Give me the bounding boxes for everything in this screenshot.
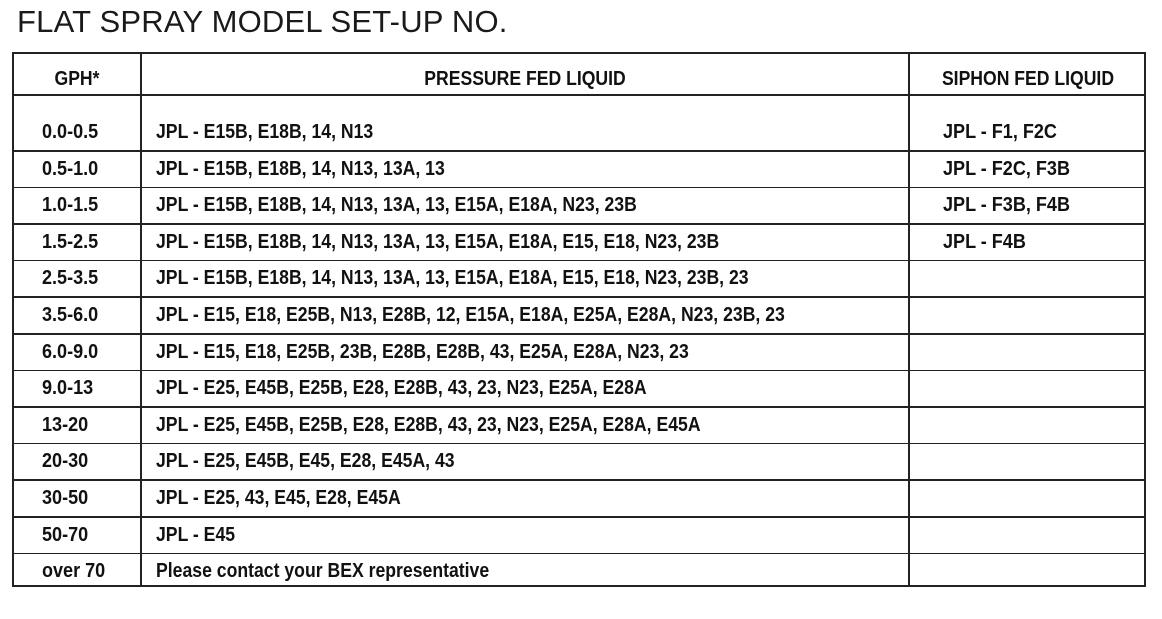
table-row xyxy=(14,187,1144,224)
gph-range-cell: 13-20 xyxy=(42,412,89,436)
table-row xyxy=(14,370,1144,407)
siphon-fed-cell: JPL - F3B, F4B xyxy=(943,193,1070,217)
table-row xyxy=(14,151,1144,188)
pressure-fed-cell: JPL - E25, E45B, E45, E28, E45A, 43 xyxy=(156,449,455,473)
gph-range-cell: 50-70 xyxy=(42,522,89,546)
siphon-fed-cell xyxy=(943,480,1119,517)
gph-range-cell: 1.5-2.5 xyxy=(42,229,99,253)
table-row xyxy=(14,443,1144,480)
table-row xyxy=(14,260,1144,297)
pressure-fed-cell: JPL - E15B, E18B, 14, N13, 13A, 13, E15A, E18A, E15, E18, N23, 23B xyxy=(156,229,720,253)
gph-range-cell: 9.0-13 xyxy=(42,376,94,400)
siphon-fed-cell xyxy=(943,443,1119,480)
gph-range-cell: 0.0-0.5 xyxy=(42,120,99,143)
pressure-fed-cell: JPL - E15B, E18B, 14, N13, 13A, 13, E15A, E18A, N23, 23B xyxy=(156,193,637,217)
header-gph: GPH* xyxy=(54,68,100,90)
gph-range-cell: 6.0-9.0 xyxy=(42,339,99,363)
pressure-fed-cell: JPL - E15B, E18B, 14, N13 xyxy=(156,120,374,143)
header-siphon-fed: SIPHON FED LIQUID xyxy=(941,68,1115,90)
gph-range-cell: over 70 xyxy=(42,559,106,583)
gph-range-cell: 0.5-1.0 xyxy=(42,156,99,180)
pressure-fed-cell: Please contact your BEX representative xyxy=(156,559,490,583)
header-pressure-fed: PRESSURE FED LIQUID xyxy=(424,68,626,90)
siphon-fed-cell xyxy=(943,517,1119,554)
siphon-fed-cell: JPL - F1, F2C xyxy=(943,120,1057,143)
table-row xyxy=(14,480,1144,517)
table-row xyxy=(14,297,1144,334)
model-setup-table xyxy=(12,52,1146,587)
siphon-fed-cell xyxy=(943,334,1119,371)
header-underline-siphon xyxy=(910,94,1146,96)
table-row xyxy=(14,407,1144,444)
gph-range-cell: 20-30 xyxy=(42,449,89,473)
table-row xyxy=(14,224,1144,261)
siphon-fed-cell: JPL - F2C, F3B xyxy=(943,156,1070,180)
siphon-fed-cell: JPL - F4B xyxy=(943,229,1026,253)
header-underline-gph xyxy=(14,94,140,96)
pressure-fed-cell: JPL - E15B, E18B, 14, N13, 13A, 13, E15A, E18A, E15, E18, N23, 23B, 23 xyxy=(156,266,749,290)
gph-range-cell: 2.5-3.5 xyxy=(42,266,99,290)
table-row xyxy=(14,553,1144,590)
header-underline-pressure xyxy=(142,94,908,96)
pressure-fed-cell: JPL - E25, E45B, E25B, E28, E28B, 43, 23, N23, E25A, E28A, E45A xyxy=(156,412,701,436)
siphon-fed-cell xyxy=(943,553,1119,590)
table-row xyxy=(14,517,1144,554)
pressure-fed-cell: JPL - E15, E18, E25B, 23B, E28B, E28B, 43, E25A, E28A, N23, 23 xyxy=(156,339,689,363)
siphon-fed-cell xyxy=(943,297,1119,334)
table-row xyxy=(14,334,1144,371)
siphon-fed-cell xyxy=(943,370,1119,407)
pressure-fed-cell: JPL - E15B, E18B, 14, N13, 13A, 13 xyxy=(156,156,445,180)
siphon-fed-cell xyxy=(943,407,1119,444)
pressure-fed-cell: JPL - E45 xyxy=(156,522,236,546)
gph-range-cell: 30-50 xyxy=(42,486,89,509)
siphon-fed-cell xyxy=(943,260,1119,297)
table-row xyxy=(14,114,1144,151)
pressure-fed-cell: JPL - E15, E18, E25B, N13, E28B, 12, E15A, E18A, E25A, E28A, N23, 23B, 23 xyxy=(156,303,785,326)
pressure-fed-cell: JPL - E25, E45B, E25B, E28, E28B, 43, 23, N23, E25A, E28A xyxy=(156,376,647,400)
gph-range-cell: 1.0-1.5 xyxy=(42,193,99,217)
pressure-fed-cell: JPL - E25, 43, E45, E28, E45A xyxy=(156,486,401,509)
gph-range-cell: 3.5-6.0 xyxy=(42,303,99,326)
page-title: FLAT SPRAY MODEL SET-UP NO. xyxy=(17,4,508,39)
